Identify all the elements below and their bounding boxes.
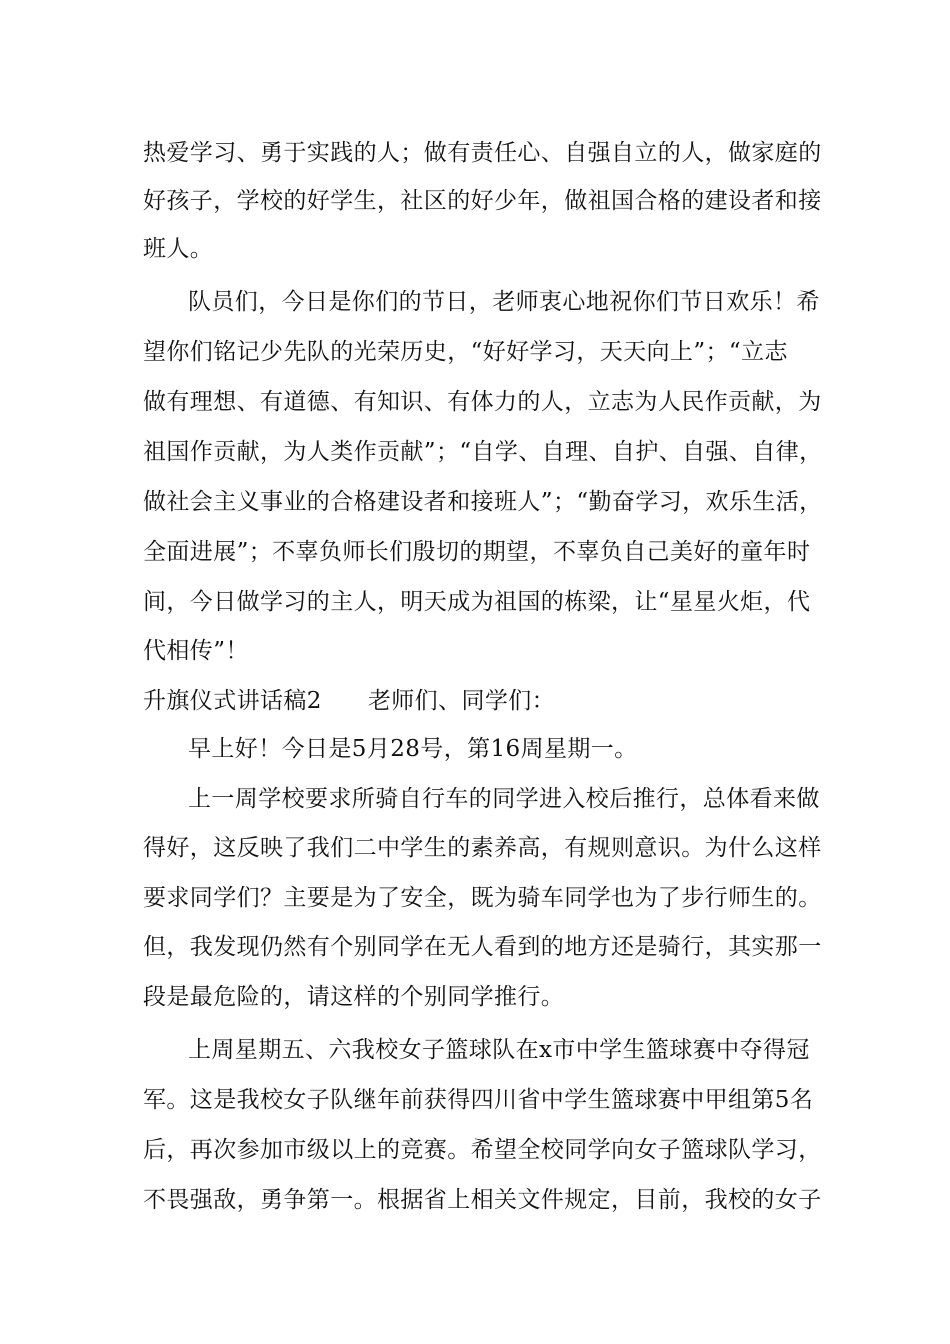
text-line: 全面进展”；不辜负师长们殷切的期望，不辜负自己美好的童年时 [143, 539, 811, 565]
text-line: 后，再次参加市级以上的竞赛。希望全校同学向女子篮球队学习， [143, 1137, 822, 1163]
text-line: 军。这是我校女子队继年前获得四川省中学生篮球赛中甲组第5名 [143, 1087, 814, 1113]
text-line: 好孩子，学校的好学生，社区的好少年，做祖国合格的建设者和接 [143, 188, 822, 214]
text-line: 上周星期五、六我校女子篮球队在x市中学生篮球赛中夺得冠 [188, 1037, 810, 1063]
text-line: 做有理想、有道德、有知识、有体力的人，立志为人民作贡献，为 [143, 389, 822, 415]
text-line: 班人。 [143, 236, 214, 262]
text-line: 不畏强敌，勇争第一。根据省上相关文件规定，目前，我校的女子 [143, 1187, 822, 1213]
text-line: 要求同学们？主要是为了安全，既为骑车同学也为了步行师生的。 [143, 885, 822, 911]
text-line: 做社会主义事业的合格建设者和接班人”；“勤奋学习，欢乐生活， [143, 489, 823, 515]
text-line: 上一周学校要求所骑自行车的同学进入校后推行，总体看来做 [188, 786, 820, 812]
salutation: 老师们、同学们： [367, 688, 556, 714]
text-line: 早上好！今日是5月28号，第16周星期一。 [188, 736, 638, 762]
text-line: 得好，这反映了我们二中学生的素养高，有规则意识。为什么这样 [143, 835, 822, 861]
section-title: 升旗仪式讲话稿2 [143, 688, 322, 714]
text-line: 望你们铭记少先队的光荣历史，“好好学习，天天向上”；“立志 [143, 339, 788, 365]
text-line: 热爱学习、勇于实践的人；做有责任心、自强自立的人，做家庭的 [143, 140, 822, 166]
text-line: 队员们，今日是你们的节日，老师衷心地祝你们节日欢乐！希 [188, 289, 820, 315]
text-line: 间，今日做学习的主人，明天成为祖国的栋梁，让“星星火炬，代 [143, 589, 811, 615]
text-line: 祖国作贡献，为人类作贡献”；“自学、自理、自护、自强、自律， [143, 439, 823, 465]
text-line: 代相传”！ [143, 638, 249, 664]
section-heading-row [143, 686, 555, 716]
text-line: 但，我发现仍然有个别同学在无人看到的地方还是骑行，其实那一 [143, 934, 822, 960]
text-line: 段是最危险的，请这样的个别同学推行。 [143, 984, 565, 1010]
